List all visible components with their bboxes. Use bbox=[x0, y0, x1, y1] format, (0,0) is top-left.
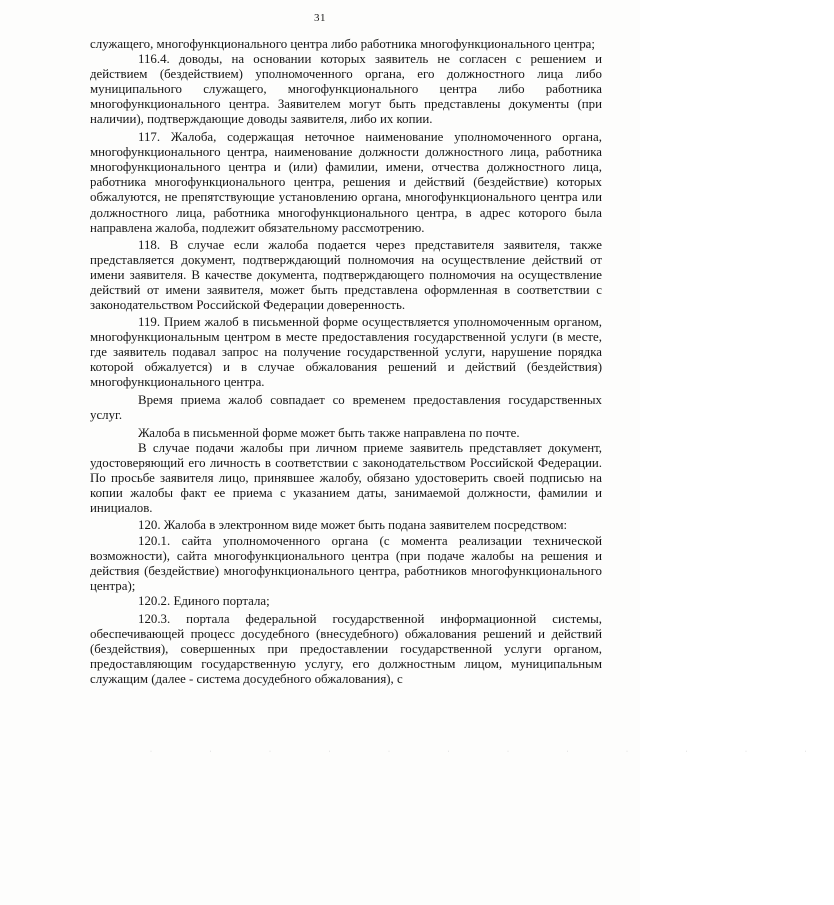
paragraph-120: 120. Жалоба в электронном виде может быть подана заявителем посредством: bbox=[138, 518, 568, 533]
paragraph-mail-submission: Жалоба в письменной форме может быть также направлена по почте. bbox=[138, 426, 520, 441]
paragraph-120-2: 120.2. Единого портала; bbox=[138, 593, 270, 608]
paragraph-reception-time: Время приема жалоб совпадает со временем предоставления государственных услуг. bbox=[90, 393, 602, 423]
paragraph-continuation: служащего, многофункционального центра либо работника многофункционального центра; bbox=[90, 37, 595, 51]
paragraph-117: 117. Жалоба, содержащая неточное наименование уполномоченного органа, многофункционального центра, наименование должности должностного лица, работника многофункционального центра и (или) фамилии, имени, отчества должностного лица, работника многофункционального центра, решения и действий (бездействие) которых обжалуются, не препятствующие установлению органа, многофункционального центра или должностного лица, работника многофункционального центра, в адрес которого была направлена жалоба, подлежит обязательному рассмотрению. bbox=[90, 130, 602, 235]
scan-specks: · · · · · · · · · · · · bbox=[150, 749, 834, 755]
document-body bbox=[90, 37, 602, 687]
paragraph-120-3: 120.3. портала федеральной государственной информационной системы, обеспечивающей процесс досудебного (внесудебного) обжалования решений и действий (бездействия), совершенных при предоставлении государственной услуги органом, предоставляющим государственную услугу, его должностным лицом, муниципальным служащим (далее - система досудебного обжалования), с bbox=[90, 611, 602, 686]
paragraph-personal-reception: В случае подачи жалобы при личном приеме заявитель представляет документ, удостоверяющий его личность в соответствии с законодательством Российской Федерации. По просьбе заявителя лицо, принявшее жалобу, обязано удостоверить своей подписью на копии жалобы факт ее приема с указанием даты, занимаемой должности, фамилии и инициалов. bbox=[90, 441, 602, 516]
paragraph-120-1: 120.1. сайта уполномоченного органа (с момента реализации технической возможности), сайта многофункционального центра (при подаче жалобы на решения и действия (бездействие) многофункционального центра, работников многофункционального центра); bbox=[90, 533, 602, 593]
paragraph-118: 118. В случае если жалоба подается через представителя заявителя, также представляется документ, подтверждающий полномочия на осуществление действий от имени заявителя. В качестве документа, подтверждающего полномочия на осуществление действий от имени заявителя, может быть представлена оформленная в соответствии с законодательством Российской Федерации доверенность. bbox=[90, 237, 602, 312]
page-number: 31 bbox=[314, 12, 326, 24]
paragraph-119: 119. Прием жалоб в письменной форме осуществляется уполномоченным органом, многофункциональным центром в месте предоставления государственной услуги (в месте, где заявитель подавал запрос на получение государственной услуги, нарушение порядка которой обжалуется) и в случае обжалования решений и действий (бездействия) многофункционального центра. bbox=[90, 314, 602, 390]
paragraph-116-4: 116.4. доводы, на основании которых заявитель не согласен с решением и действием (бездействием) уполномоченного органа, его должностного лица либо муниципального служащего, многофункционального центра либо работника многофункционального центра. Заявителем могут быть представлены документы (при наличии), подтверждающие доводы заявителя, либо их копии. bbox=[90, 52, 602, 127]
